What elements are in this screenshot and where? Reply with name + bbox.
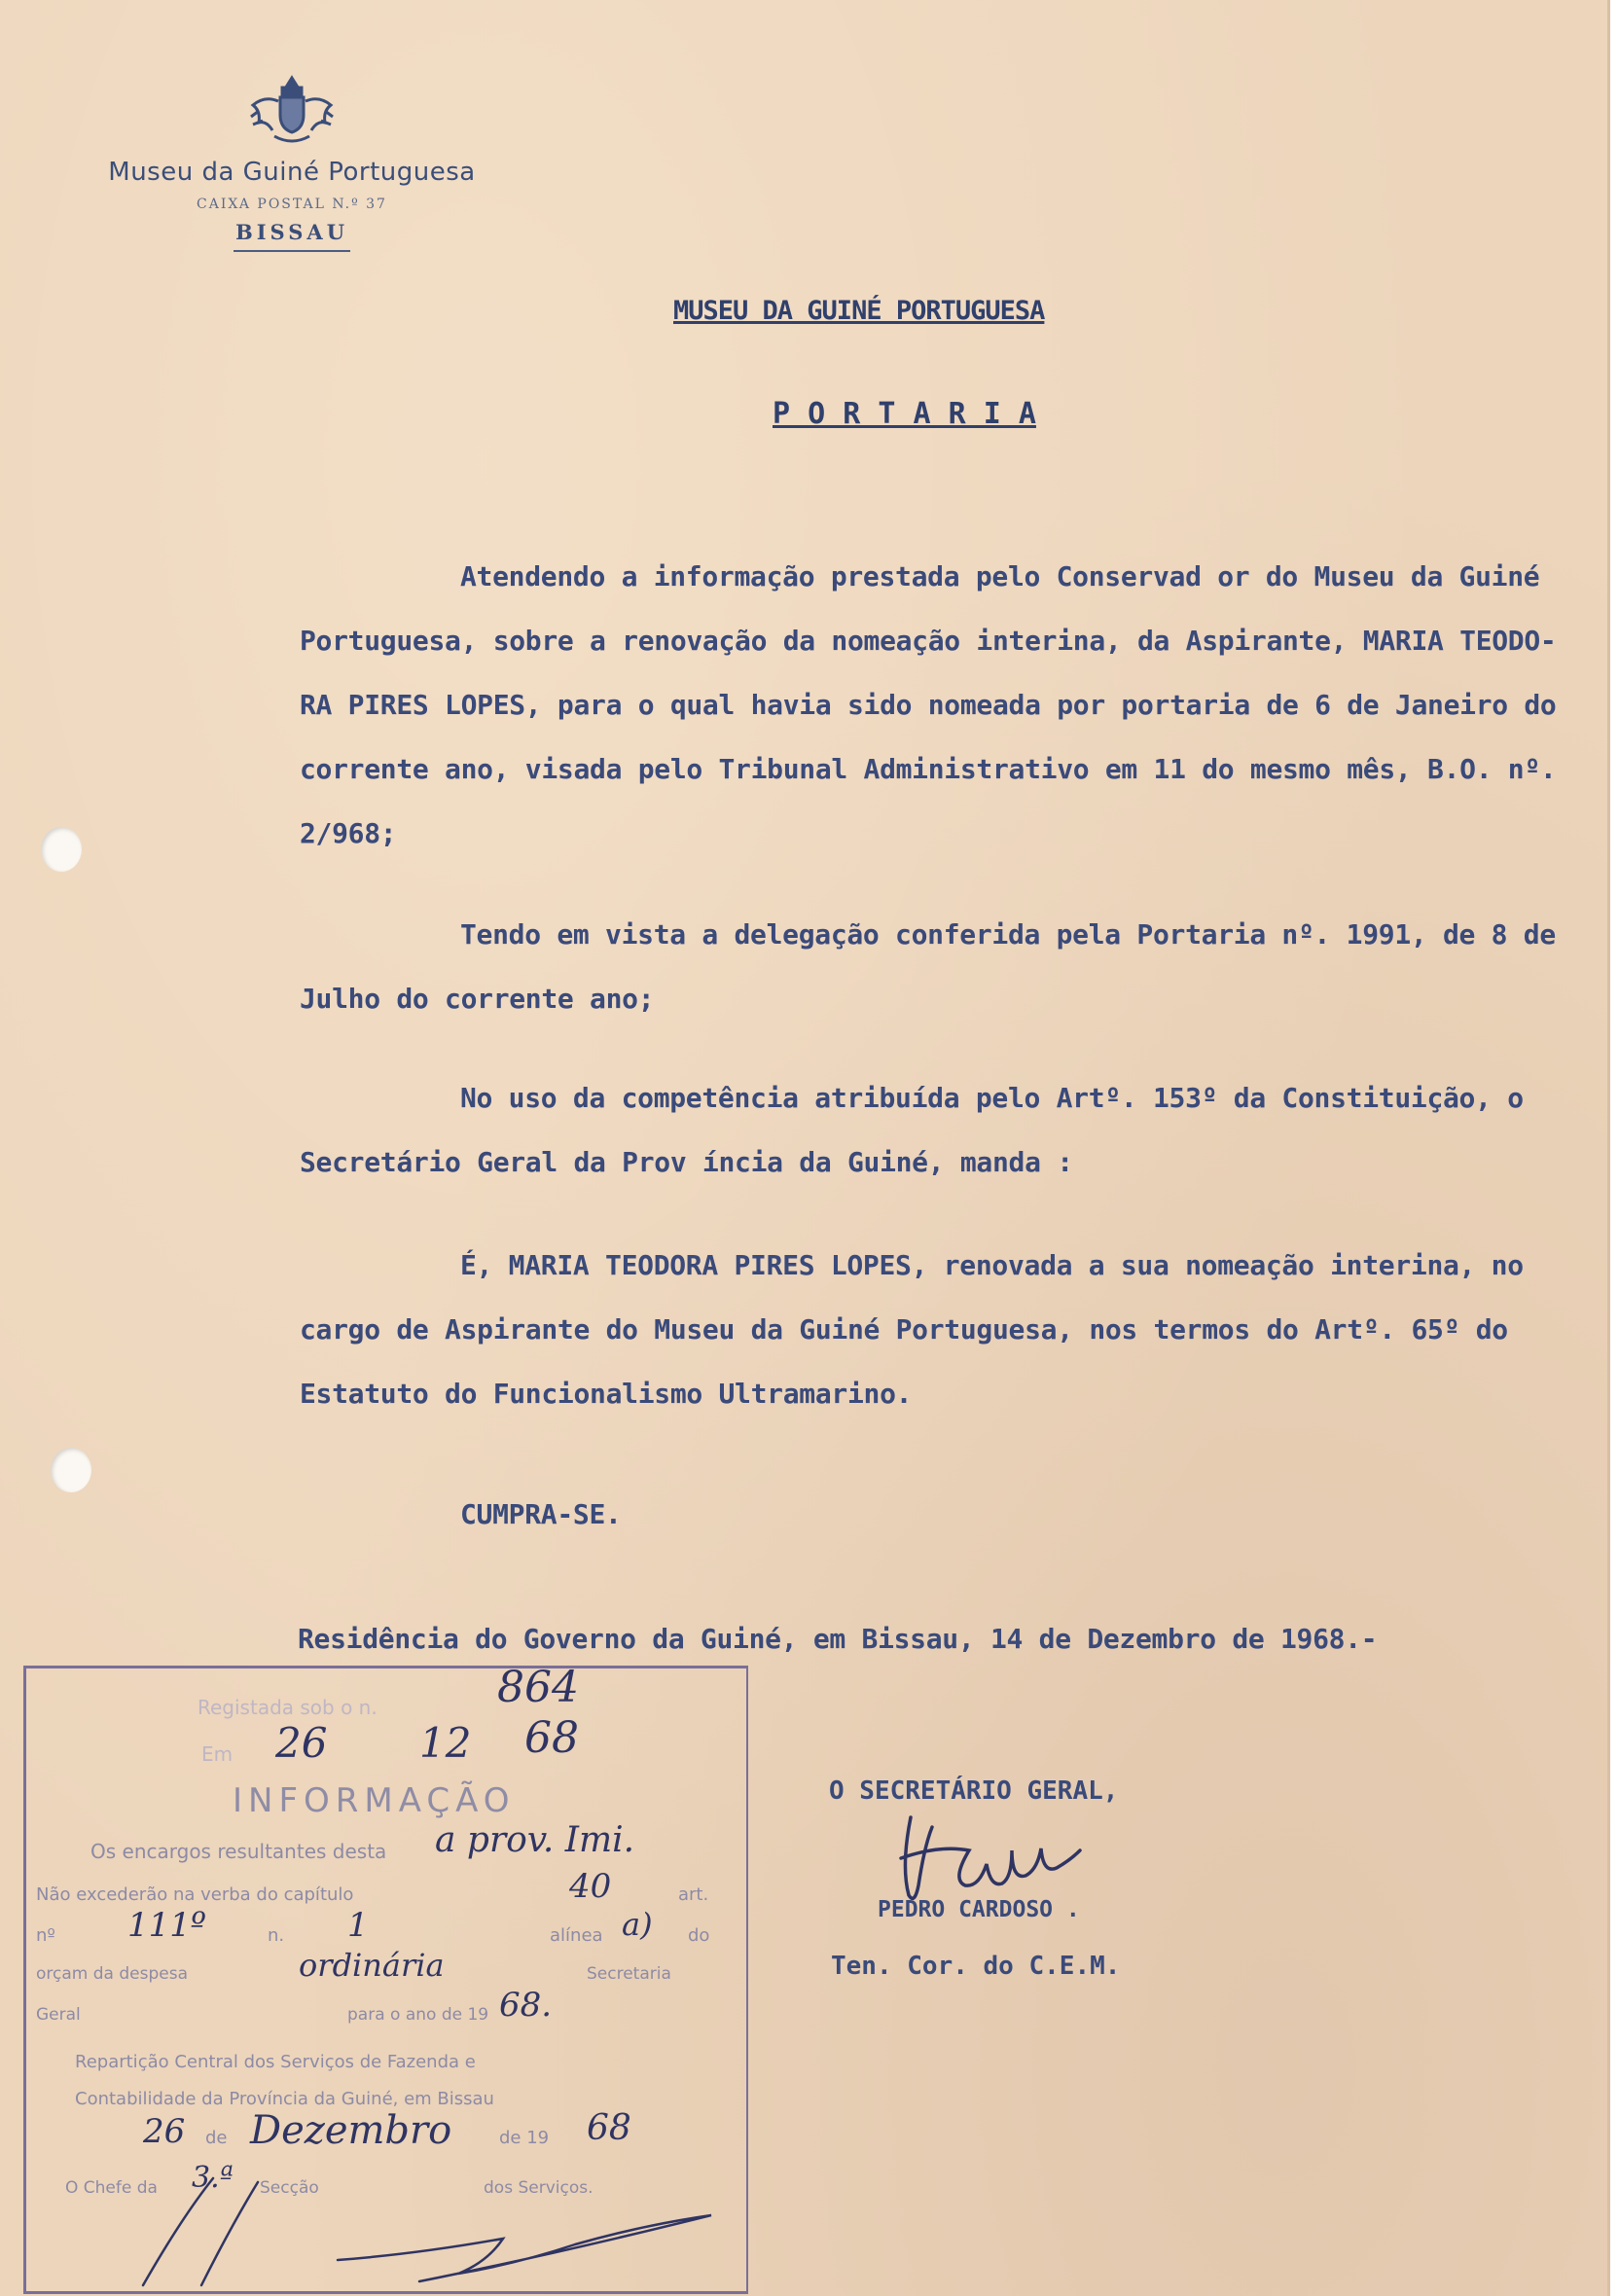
stamp-title: INFORMAÇÃO xyxy=(233,1781,516,1820)
stamp-line5-print: Geral xyxy=(36,2005,81,2025)
closing-line: CUMPRA-SE. xyxy=(460,1498,622,1530)
stamp-line8-year-hand: 68 xyxy=(587,2108,631,2148)
stamp-date-month: 12 xyxy=(419,1719,472,1767)
signer-role: O SECRETÁRIO GERAL, xyxy=(829,1776,1119,1806)
signer-rank: Ten. Cor. do C.E.M. xyxy=(831,1952,1121,1981)
signer-name: PEDRO CARDOSO . xyxy=(878,1897,1080,1922)
stamp-line9-end: dos Serviços. xyxy=(484,2178,594,2198)
stamp-line3-hand-c: a) xyxy=(622,1906,653,1943)
stamp-line3-print-b: n. xyxy=(268,1925,285,1946)
paragraph-4 xyxy=(300,1234,1565,1426)
stamp-initials-icon xyxy=(85,2165,902,2291)
stamp-line7: Contabilidade da Província da Guiné, em Bissau xyxy=(75,2089,494,2109)
stamp-line8-de: de xyxy=(205,2128,228,2148)
stamp-line3-end: do xyxy=(688,1925,710,1946)
stamp-line9-print: O Chefe da xyxy=(65,2178,158,2198)
paragraph-2 xyxy=(300,903,1565,1031)
paragraph-4-text: É, MARIA TEODORA PIRES LOPES, renovada a sua nomeação interina, no cargo de Aspirante do Museu da Guiné Portuguesa, nos termos do Artº. 65º do Estatuto do Funcionalismo Ultramarino. xyxy=(300,1249,1524,1410)
stamp-registo-label: Registada sob o n. xyxy=(198,1696,378,1719)
punch-hole-bottom xyxy=(51,1448,91,1492)
punch-hole-top xyxy=(41,827,82,872)
stamp-line4-hand: ordinária xyxy=(299,1947,445,1984)
place-date-line: Residência do Governo da Guiné, em Bissau, 14 de Dezembro de 1968.- xyxy=(298,1623,1378,1655)
stamp-line3-hand-b: 1 xyxy=(347,1906,369,1945)
letterhead-rule xyxy=(234,250,350,252)
stamp-line2-print: Não excederão na verba do capítulo xyxy=(36,1884,354,1905)
stamp-line8-month: Dezembro xyxy=(250,2108,452,2153)
stamp-line9-hand: 3.ª xyxy=(192,2161,234,2195)
stamp-line1-hand: a prov. Imi. xyxy=(435,1820,635,1860)
stamp-line8-day: 26 xyxy=(143,2112,186,2151)
coat-of-arms-icon xyxy=(245,72,339,150)
stamp-em-label: Em xyxy=(201,1742,234,1766)
stamp-line3-hand-a: 111º xyxy=(127,1906,206,1945)
paragraph-3-text: No uso da competência atribuída pelo Artº. 153º da Constituição, o Secretário Geral da Prov íncia da Guiné, manda : xyxy=(300,1082,1524,1178)
postal-box: CAIXA POSTAL N.º 37 xyxy=(197,197,387,212)
stamp-line2-end: art. xyxy=(678,1884,709,1905)
stamp-date-year: 68 xyxy=(524,1713,579,1763)
stamp-line5-mid: para o ano de 19 xyxy=(347,2005,489,2025)
city: BISSAU xyxy=(234,220,349,244)
paragraph-3 xyxy=(300,1066,1565,1195)
stamp-line3-print-c: alínea xyxy=(550,1925,603,1946)
stamp-line4-end: Secretaria xyxy=(587,1964,671,1984)
document-title: P O R T A R I A xyxy=(773,397,1036,431)
stamp-date-day: 26 xyxy=(275,1719,328,1767)
institution-name: Museu da Guiné Portuguesa xyxy=(108,158,476,187)
paragraph-1-text: Atendendo a informação prestada pelo Conservad or do Museu da Guiné Portuguesa, sobre a renovação da nomeação interina, da Aspirante, MARIA TEODO- RA PIRES LOPES, para o qual havia sido nomeada por portaria de 6 de Janeiro do corrente ano, visada pelo Tribunal Administrativo em 11 do mesmo mês, B.O. nº. 2/968; xyxy=(300,560,1557,849)
stamp-line9-mid: Secção xyxy=(260,2178,319,2198)
information-stamp xyxy=(23,1663,748,2294)
stamp-line4-print: orçam da despesa xyxy=(36,1964,188,1984)
stamp-line8-year-print: de 19 xyxy=(499,2128,550,2148)
letterhead xyxy=(68,72,516,252)
stamp-line2-hand: 40 xyxy=(569,1867,612,1906)
paragraph-2-text: Tendo em vista a delegação conferida pela Portaria nº. 1991, de 8 de Julho do corrente ano; xyxy=(300,918,1556,1015)
stamp-line5-hand: 68. xyxy=(499,1986,553,2025)
stamp-line3-print-a: nº xyxy=(36,1925,55,1946)
stamp-line6: Repartição Central dos Serviços de Fazenda e xyxy=(75,2052,476,2072)
stamp-registo-number: 864 xyxy=(497,1663,579,1712)
stamp-line1-print: Os encargos resultantes desta xyxy=(90,1840,387,1863)
document-heading: MUSEU DA GUINÉ PORTUGUESA xyxy=(673,296,1045,326)
paragraph-1 xyxy=(300,545,1565,866)
